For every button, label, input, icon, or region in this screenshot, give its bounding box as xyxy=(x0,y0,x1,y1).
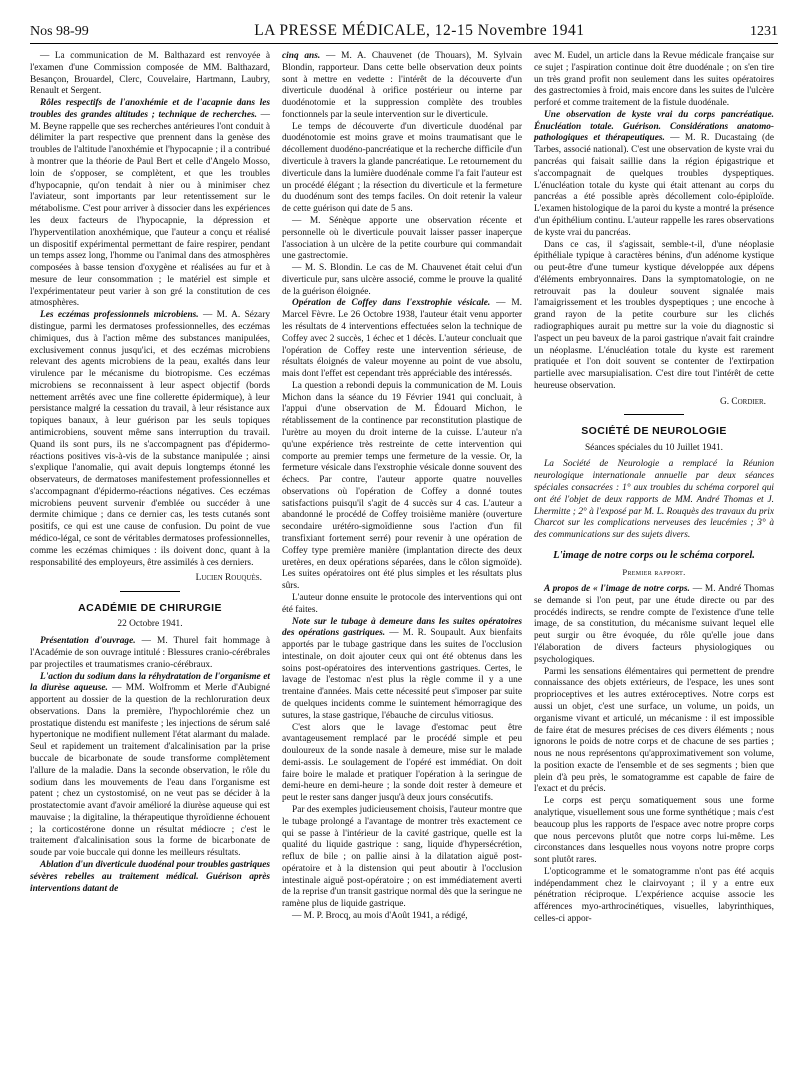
paragraph xyxy=(30,672,270,861)
signature: Lucien Rouquès. xyxy=(195,573,262,584)
section-heading: ACADÉMIE DE CHIRURGIE xyxy=(78,602,222,615)
article-text: fait hommage à l'Académie de son ouvrage intitulé : Blessures cranio-cérébrales par projectiles et traumatismes cranio-cérébraux. xyxy=(30,636,270,670)
article-title: cinq ans. xyxy=(282,51,321,61)
divider xyxy=(120,591,180,592)
author: — M. Beyne xyxy=(30,109,270,132)
page-number: 1231 xyxy=(750,24,778,39)
article-title: Ablation d'un diverticule duodénal pour troubles gastriques sévères rebelles au traitement médical. Guérison après interventions datant de xyxy=(30,860,270,894)
article-title: A propos de « l'image de notre corps. xyxy=(544,584,690,595)
author: — M. R. Ducastaing xyxy=(670,133,757,144)
journal-title: LA PRESSE MÉDICALE, 12-15 Novembre 1941 xyxy=(254,22,585,39)
paragraph: C'est alors que le lavage d'estomac peut être avantageusement remplacé par le procédé simple et peu douloureux de la sonde nasale à demeure, mise sur le malade demi-assis. Le soulagement de l'opéré est immédiat. On doit faire boire le malade et pratiquer l'opération à la seringue de demi-heure en demi-heure ; la sonde doit rester à demeure et peut le rester sans danger jusqu'à deux jours consécutifs. xyxy=(282,722,522,804)
paragraph: Par des exemples judicieusement choisis, l'auteur montre que le tubage prolongé a l'avantage de montrer très exactement ce qui se passe à l'intérieur de la cavité gastrique, quelle est la qualité du liquide gastrique : sang, liquide d'hypersécrétion, reflux de bile ; on pallie ainsi à la dilatation aiguë post-opératoire et à la distension qui peut aboutir à l'occlusion intestinale aiguë post-opératoire ; on est immédiatement averti de la reprise d'un transit gastrique normal dès que la seringue ne ramène plus de liquide gastrique. xyxy=(282,805,522,910)
issue-number: Nos 98-99 xyxy=(30,24,89,39)
paragraph xyxy=(282,617,522,723)
article-title: Opération de Coffey dans l'exstrophie vésicale. xyxy=(292,298,491,309)
article-title: Rôles respectifs de l'anoxhémie et de l'acapnie dans les troubles des grandes altitudes ; technique de recherches. xyxy=(30,98,270,120)
column-3 xyxy=(534,51,774,926)
subsection-title: L'image de notre corps ou le schéma corporel. xyxy=(553,549,755,561)
column-1 xyxy=(30,51,270,926)
paragraph: Le temps de découverte d'un diverticule duodénal par duodénotomie est moins grave et moins traumatisant que le décollement duodéno-pancréatique et la recherche difficile d'un diverticule à travers la glande pancréatique. Le retournement du diverticule dans la lumière duodénale comme l'a fait l'auteur est un procédé élégant ; la résection du diverticule et la fermeture du duodénum sont des temps faciles. On doit retenir la valeur de cette guérison qui date de 5 ans. xyxy=(282,121,522,215)
article-text: — M. R. Soupault. Aux bienfaits apportés par le tubage gastrique dans les suites de l'occlusion intestinale, on doit ajouter ceux qui ont été obtenus dans les soins post-opératoires des interventions gastriques. Certes, le lavage de l'estomac n'est plus la règle comme il y a une trentaine d'années. Mais cette nécessité peut s'imposer par suite de quelques incidents comme le suintement hémorragique des sutures, la stase gastrique, l'ébauche de circulus vitiosus. xyxy=(282,628,522,721)
paragraph xyxy=(534,584,774,666)
page-header xyxy=(30,22,778,44)
report-label: Premier rapport. xyxy=(622,567,686,578)
article-title: Note sur le tubage à demeure dans les suites opératoires des opérations gastriques. xyxy=(282,616,522,639)
paragraph: — M. Sénèque apporte une observation récente et personnelle où le diverticule pouvait laisser passer inaperçue l'association à un ulcère de la petite courbure qui commandait une gastrectomie. xyxy=(282,215,522,262)
paragraph: Le corps est perçu somatiquement sous une forme analytique, visuellement sous une forme synthétique ; mais c'est beaucoup plus les rapports de l'espace avec notre propre corps que nous percevons plutôt que notre corps lui-même. Les circonstances dans lesquelles nous voyons notre propre corps sont plutôt rares. xyxy=(534,796,774,866)
paragraph: — M. S. Blondin. Le cas de M. Chauvenet était celui d'un diverticule pur, sans ulcère associé, comme le prouve la qualité de la guérison éloignée. xyxy=(282,263,522,297)
article-text: apportent au dossier de la question de la rechloruration deux observations. Dans la première, l'hypochlorémie chez un prostatique distendu est manifeste ; les injections de sérum salé hypertonique ne modifient nullement l'état alarmant du malade. Seul et rapidement un traitement d'alcalinisation par la prise buccale de bicarbonate de soude transforme complètement l'allure de la maladie. Dans la seconde observation, le rôle du sodium dans les mouvements de l'eau dans l'organisme est patent ; chez un cystostomisé, on ne veut pas se décider à la prostatectomie avant d'avoir amélioré la diurèse aqueuse qui est mauvaise ; la digitaline, la thérapeutique thyroïdienne échouent ; la corticostérone donne un résultat médiocre ; c'est le traitement d'alcalinisation sous la forme de bicarbonate de soude par voie buccale qui donne les meilleurs résultats. xyxy=(30,695,270,859)
article-text: se demande si l'on peut, par une étude directe ou par des procédés indirects, se rendre compte de l'existence d'une telle image, de sa constitution, du mécanisme suivant lequel elle peut surgir ou être évoquée, du rôle qu'elle joue dans l'élaboration de divers facteurs physiologiques ou psychologiques. xyxy=(534,595,774,665)
session-date: 22 Octobre 1941. xyxy=(117,619,183,630)
paragraph: La Société de Neurologie a remplacé la Réunion neurologique internationale annuelle par deux séances spéciales consacrées : 1° aux troubles du schéma corporel qui ont été l'objet de deux rapports de MM. André Thomas et J. Lhermitte ; 2° à l'exposé par M. L. Rouquès des travaux du prix Charcot sur les complications nerveuses des leucémies ; 3° à des communications sur des sujets divers. xyxy=(534,459,774,541)
article-text: — M. A. Chauvenet (de Thouars), M. Sylvain Blondin, rapporteur. Dans cette belle observation deux points sont à mettre en vedette : l'intérêt de la découverte d'un diverticule duodénal à orifice postérieur ou interne par duodénotomie et la suppression complète des troubles fonctionnels par la seule intervention sur le diverticule. xyxy=(282,51,522,120)
divider xyxy=(624,414,684,415)
paragraph xyxy=(282,51,522,122)
paragraph: avec M. Eudel, un article dans la Revue médicale française sur ce sujet ; l'aspiration continue doit être duodénale ; on s'en tire un très grand profit non seulement dans les suites opératoires des gastrectomies à froid, mais encore dans les suites de l'ulcère perforé et comme traitement de la fistule duodénale. xyxy=(534,51,774,109)
paragraph: L'opticogramme et le somatogramme n'ont pas été acquis indépendamment chez le clairvoyant ; il y a entre eux pénétration réciproque. L'expérience acquise associe les afférences myo-arthrocinétiques, visuelles, labyrinthiques, celles-ci appor- xyxy=(534,866,774,925)
author: — M. André Thomas xyxy=(692,584,775,595)
author: — M. A. Sézary xyxy=(202,310,270,321)
paragraph xyxy=(30,98,270,310)
paragraph: L'auteur donne ensuite le protocole des interventions qui ont été faites. xyxy=(282,592,522,615)
paragraph: Dans ce cas, il s'agissait, semble-t-il, d'une néoplasie épithéliale typique à caractères bénins, d'un adénome kystique ou peut-être d'une tumeur kystique développée aux dépens d'éléments embryonnaires. Dans la symptomatologie, on ne retrouvait pas la douleur souvent signalée mais l'amaigrissement et les troubles dyspeptiques ; une encoche à grand rayon de la petite courbure sur les clichés radiographiques aurait pu mettre sur la voie du diagnostic si l'aspect un peu baveux de la paroi gastrique n'avait fait craindre un néoplasme. L'énucléation totale du kyste est rarement pratiquée et l'on doit souvent se contenter de l'extirpation partielle avec marsupialisation. C'est dire tout l'intérêt de cette heureuse observation. xyxy=(534,239,774,391)
paragraph xyxy=(282,298,522,380)
column-2 xyxy=(282,51,522,926)
paragraph: — M. P. Brocq, au mois d'Août 1941, a rédigé, xyxy=(292,911,468,922)
article-title: Les eczémas professionnels microbiens. xyxy=(40,310,199,321)
article-title: Une observation de kyste vrai du corps pancréatique. Énucléation totale. Guérison. Considérations anatomo-pathologiques et thérapeutiques. xyxy=(534,109,774,144)
section-heading: SOCIÉTÉ DE NEUROLOGIE xyxy=(581,425,727,438)
article-title: L'action du sodium dans la réhydratation de l'organisme et la diurèse aqueuse. xyxy=(30,671,270,694)
article-text: rappelle que ses recherches antérieures l'ont conduit à délimiter la part respective que prennent dans la genèse des troubles de l'altitude l'anoxhémie et l'hypocapnie ; il a contribué à montrer que la théorie de Paul Bert et celle d'Angelo Mosso, loin de s'opposer, se complètent, et que les troubles d'hypocapnie, qu'on tendait à nier ou à minimiser chez l'aviateur, sont importants par leur retentissement sur le métabolisme. C'est pour arriver à dissocier dans les expériences les deux facteurs de l'hypocapnie, la dépression et l'hyperventilation anoxhémique, que l'auteur a conçu et réalisé un dispositif expérimental permettant de faire respirer, pendant un temps assez long, l'homme ou l'animal dans des atmosphères composées à basse tension d'oxygène et réalisées au fur et à mesure de leur consommation ; le matériel est simple et l'expérimentateur peut varier à son gré la constitution de ces atmosphères. xyxy=(30,121,270,309)
article-text: distingue, parmi les dermatoses professionnelles, des eczémas chimiques, dus à l'action même des substances manipulées, exclusivement connus jusqu'ici, et des eczémas microbiens relevant des agents microbiens de la peau, exaltés dans leur virulence par le mécanisme du biotropisme. Ces eczémas microbiens se reconnaissent à leur aspect objectif (bords nettement arrêtés avec une fine collerette épidermique), à leur persistance malgré la cessation du travail, à leur résistance aux topiques banaux, à leur guérison par les seuls topiques antimicrobiens, souvent même sans interruption du travail. Quand ils sont purs, ils ne s'accompagnent pas d'épidermo-réactions positives vis-à-vis de la substance manipulée ; ainsi s'explique l'anomalie, qui avait depuis longtemps étonné les observateurs, de dermatoses manifestement professionnelles et s'accompagnant d'épidermo-réactions négatives. Ces eczémas microbiens peuvent survenir d'emblée ou succéder à une dermite chimique ; dans ce dernier cas, les tests cutanés sont positifs, ce qui est une cause de confusion. Du point de vue médico-légal, ce sont de véritables dermatoses professionnelles, comme les eczémas chimiques : ils doivent donc, quant à la responsabilité des employeurs, être assimilés à ces derniers. xyxy=(30,321,270,568)
paragraph xyxy=(30,860,270,895)
signature: G. Cordier. xyxy=(719,396,766,407)
paragraph xyxy=(534,110,774,240)
article-title: Présentation d'ouvrage. xyxy=(40,636,136,647)
text-columns xyxy=(30,51,778,926)
paragraph xyxy=(30,310,270,569)
paragraph: La question a rebondi depuis la communication de M. Louis Michon dans la séance du 19 Février 1941 qui concluait, à l'appui d'une observation de M. Édouard Michon, le rétablissement de la continence par reconstitution plastique de l'urètre au moyen du droit interne de la cuisse. L'auteur n'a qu'une expérience très restreinte de cette intervention qui comporte au premier temps une fermeture de la vessie. Or, la fermeture vésicale dans l'exstrophie vésicale donne souvent des échecs. Par contre, l'auteur apporte quatre nouvelles observations où l'opération de Coffey a donné toutes satisfactions puisqu'il s'agit de 4 succès sur 4 cas. L'auteur a abandonné le procédé de Coffey troisième manière (ouverture secondaire urétéro-sigmoïdienne sous l'action d'un fil transfixiant fortement serré) pour revenir à une opération de Coffey type première manière (implantation directe des deux uretères, en deux opérations séparées, dans le côlon sigmoïde). Les suites opératoires ont été plus simples et les résultats plus sûrs. xyxy=(282,380,522,592)
session-date: Séances spéciales du 10 Juillet 1941. xyxy=(584,442,724,453)
article-text: (de Tarbes, associé national). C'est une observation de kyste vrai du pancréas qui faisait saillie dans la région épigastrique et s'accompagnait de quelques troubles dyspeptiques. L'énucléation totale du kyste qui était attenant au corps du pancréas a été possible après décollement colo-épiploïde. L'examen histologique de la paroi du kyste a montré la présence d'un épithélium continu. L'auteur rappelle les rares observations de kyste vrai du pancréas. xyxy=(534,133,774,238)
author: — M. Thurel xyxy=(141,636,199,647)
paragraph xyxy=(30,636,270,671)
paragraph: — La communication de M. Balthazard est renvoyée à l'examen d'une Commission composée de MM. Balthazard, Besançon, Brouardel, Clerc, Couvelaire, Hartmann, Laubry, Renault et Sergent. xyxy=(30,51,270,97)
paragraph: Parmi les sensations élémentaires qui permettent de prendre connaissance des objets extérieurs, de l'espace, les unes sont proprioceptives et les autres extéroceptives. Notre corps est aussi un objet, c'est une surface, un volume, un poids, un organisme vivant et articulé, un mécanisme : il est impossible de faire état de mesures précises de ces divers éléments ; nous ignorons le poids de notre corps et de chacune de ses parties ; nous ne nous représentons qu'approximativement son volume, la position exacte de l'ensemble et de ses segments ; bien que plein d'à peu près, le somatogramme est capable de faire de l'exact et du précis. xyxy=(534,666,774,795)
article-text: — M. Marcel Fèvre. Le 26 Octobre 1938, l'auteur était venu apporter les résultats de 4 interventions effectuées selon la technique de Coffey avec 2 succès, 1 échec et 1 décès. L'auteur concluait que l'opération de Coffey reste une intervention sérieuse, de résultats éloignés de valeur moyenne au point de vue absolu, mais dont l'effet est cependant très appréciable des intéressés. xyxy=(282,298,523,380)
author: — MM. Wolfromm et Merle d'Aubigné xyxy=(112,683,270,694)
